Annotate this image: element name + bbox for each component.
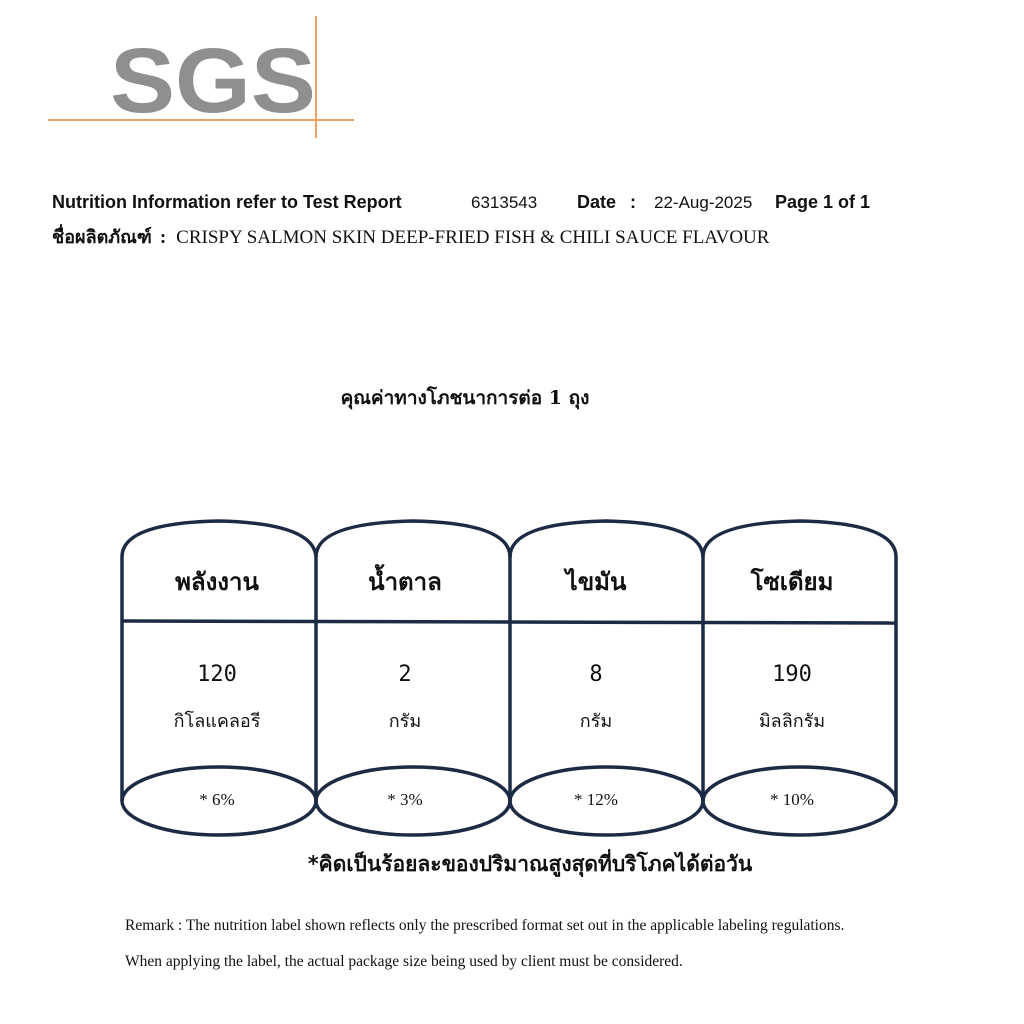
nutrient-percent-sugar: * 3% [387,790,423,809]
date-label: Date [577,192,617,212]
nutrient-value-sodium: 190 [772,662,812,687]
nutrient-value-fat: 8 [589,662,603,687]
nutrient-name-fat: ไขมัน [565,568,627,596]
nutrient-name-energy: พลังงาน [175,568,259,596]
cylinder-top-arc [122,521,316,557]
sgs-logo-text: SGS [110,30,316,132]
nutrient-value-sugar: 2 [398,662,412,687]
remark-line-2: When applying the label, the actual package size being used by client must be considered. [125,953,683,970]
cylinder-top-arc [510,521,703,557]
report-number: 6313543 [471,193,538,212]
nutrient-value-energy: 120 [197,662,237,687]
nutrient-percent-sodium: * 10% [770,790,814,809]
daily-value-footnote: *คิดเป็นร้อยละของปริมาณสูงสุดที่บริโภคได้ต่อวัน [307,852,753,876]
nutrient-unit-fat: กรัม [579,711,613,732]
nutrient-name-sodium: โซเดียม [750,568,834,596]
nutrient-percent-energy: * 6% [199,790,235,809]
date-value: 22-Aug-2025 [654,193,753,212]
cylinder-top-arc [703,521,896,557]
product-line [52,222,769,251]
product-label: ชื่อผลิตภัณฑ์ [52,227,152,248]
report-title: Nutrition Information refer to Test Report [52,192,402,212]
sgs-logo [48,16,358,140]
nutrient-percent-fat: * 12% [574,790,618,809]
cylinder-top-arc [316,521,510,557]
product-name: CRISPY SALMON SKIN DEEP-FRIED FISH & CHILI SAUCE FLAVOUR [176,227,770,248]
page-indicator: Page 1 of 1 [775,192,871,212]
serving-heading: คุณค่าทางโภชนาการต่อ 1 ถุง [340,387,590,409]
nutrient-name-sugar: น้ำตาล [368,568,442,596]
nutrient-unit-energy: กิโลแคลอรี [173,711,261,732]
nutrient-unit-sodium: มิลลิกรัม [758,711,826,732]
nutrient-unit-sugar: กรัม [388,711,422,732]
product-colon: : [159,227,167,248]
date-colon: : [630,192,636,212]
remark-line-1: Remark : The nutrition label shown reflects only the prescribed format set out in the applicable labeling regulations. [125,917,845,934]
